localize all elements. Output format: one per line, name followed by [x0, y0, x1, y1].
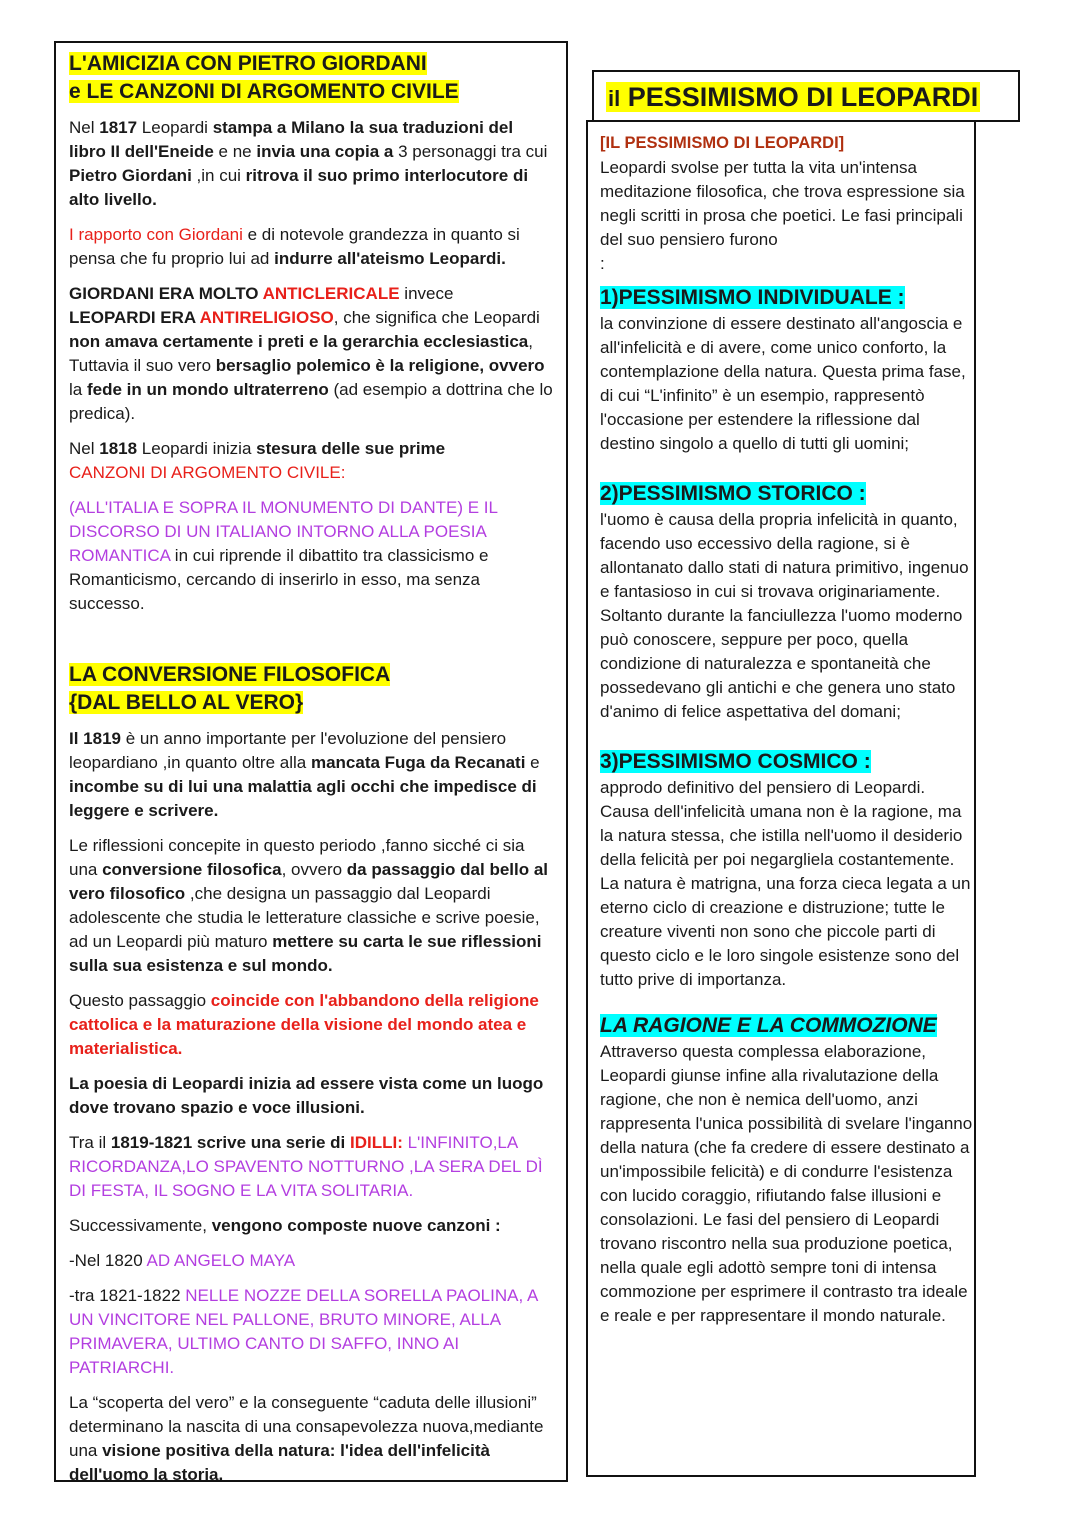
left-column: [54, 41, 568, 1482]
paragraph-riflessioni: Le riflessioni concepite in questo periodo ,fanno sicché ci sia una conversione filosofica, ovvero da passaggio dal bello al vero filosofico ,che designa un passaggio dal Leopardi adolescente che studia le letterature classiche e scrive poesie, ad un Leopardi più maturo mettere su carta le sue riflessioni sulla sua esistenza e sul mondo.: [69, 836, 549, 975]
page-title: il PESSIMISMO DI LEOPARDI: [608, 82, 979, 112]
paragraph-poesia-illusioni: La poesia di Leopardi inizia ad essere vista come un luogo dove trovano spazio e voce illusioni.: [69, 1074, 544, 1117]
text-storico: l'uomo è causa della propria infelicità in quanto, facendo uso eccessivo della ragione, si è allontanato dallo stati di natura primitivo, ingenuo e fantasioso in cui si trovava originariamente. Soltanto durante la fanciullezza l'uomo moderno può conoscere, seppure per poco, quella condizione di naturalezza e spontaneità che possedevano gli antichi e che genera uno stato d'animo di felice aspettativa del domani;: [600, 510, 969, 721]
paragraph-passaggio: Questo passaggio coincide con l'abbandono della religione cattolica e la maturazione della visione del mondo atea e materialistica.: [69, 991, 539, 1058]
subheading-pessimismo: [IL PESSIMISMO DI LEOPARDI]: [600, 134, 845, 152]
section-title-giordani: L'AMICIZIA CON PIETRO GIORDANI e LE CANZONI DI ARGOMENTO CIVILE: [69, 52, 459, 103]
paragraph-canzoni-list: (ALL'ITALIA E SOPRA IL MONUMENTO DI DANTE) E IL DISCORSO DI UN ITALIANO INTORNO ALLA POESIA ROMANTICA in cui riprende il dibattito tra classicismo e Romanticismo, cercando di inserirlo in esso, ma senza successo.: [69, 498, 498, 613]
section-title-conversione: LA CONVERSIONE FILOSOFICA {DAL BELLO AL VERO}: [69, 663, 391, 714]
text-individuale: la convinzione di essere destinato all'angoscia e all'infelicità e di avere, come unico conforto, la contemplazione della natura. Questa prima fase, di cui “L'infinito” è un esempio, rappresentò l'occasione per estendere la riflessione dal destino singolo a quello di tutti gli uomini;: [600, 314, 966, 453]
paragraph-1821-1822: -tra 1821-1822 NELLE NOZZE DELLA SORELLA PAOLINA, A UN VINCITORE NEL PALLONE, BRUTO MINORE, ALLA PRIMAVERA, ULTIMO CANTO DI SAFFO, INNO AI PATRIARCHI.: [69, 1286, 538, 1377]
right-title-box: [592, 70, 1020, 122]
paragraph-1818: Nel 1818 Leopardi inizia stesura delle sue prime CANZONI DI ARGOMENTO CIVILE:: [69, 439, 446, 482]
paragraph-scoperta-vero: La “scoperta del vero” e la conseguente “caduta delle illusioni” determinano la nascita di una consapevolezza nuova,mediante una visione positiva della natura: l'idea dell'infelicità dell'uomo la storia.: [69, 1393, 544, 1484]
paragraph-giordani-rapporto: I rapporto con Giordani e di notevole grandezza in quanto si pensa che fu proprio lui ad indurre all'ateismo Leopardi.: [69, 225, 520, 268]
text-ragione-commozione: Attraverso questa complessa elaborazione, Leopardi giunse infine alla rivalutazione della ragione, che non è nemica dell'uomo, anzi rappresenta l'unica possibilità di svelare l'inganno della natura (che fa credere di essere destinato a un'impossibile felicità) e di condurre l'esistenza con lucido coraggio, rifiutando false illusioni e consolazioni. Le fasi del pensiero di Leopardi trovano riscontro nella sua produzione poetica, nella quale egli adottò sempre toni di intensa commozione per esprimere il contrasto tra ideale e reale e per rappresentare il mondo naturale.: [600, 1042, 973, 1325]
paragraph-1819: Il 1819 è un anno importante per l'evoluzione del pensiero leopardiano ,in quanto oltre alla mancata Fuga da Recanati e incombe su di lui una malattia agli occhi che impedisce di leggere e scrivere.: [69, 729, 540, 820]
heading-ragione-commozione: LA RAGIONE E LA COMMOZIONE: [600, 1014, 937, 1037]
heading-individuale: 1)PESSIMISMO INDIVIDUALE :: [600, 286, 905, 309]
paragraph-idilli: Tra il 1819-1821 scrive una serie di IDILLI: L'INFINITO,LA RICORDANZA,LO SPAVENTO NOTTURNO ,LA SERA DEL DÌ DI FESTA, IL SOGNO E LA VITA SOLITARIA.: [69, 1133, 543, 1200]
paragraph-anticlericale: GIORDANI ERA MOLTO ANTICLERICALE invece LEOPARDI ERA ANTIRELIGIOSO, che significa che Leopardi non amava certamente i preti e la gerarchia ecclesiastica, Tuttavia il suo vero bersaglio polemico è la religione, ovvero la fede in un mondo ultraterreno (ad esempio a dottrina che lo predica).: [69, 284, 553, 423]
text-cosmico: approdo definitivo del pensiero di Leopardi. Causa dell'infelicità umana non è la ragione, ma la natura stessa, che istilla nell'uomo il desiderio della felicità per poi negargliela costantemente. La natura è matrigna, una forza cieca legata a un eterno ciclo di creazione e distruzione; tutte le creature viventi non sono che piccole parti di questo ciclo e le loro singole esistenze sono del tutto prive di importanza.: [600, 778, 971, 989]
right-column: [586, 120, 976, 1477]
intro-paragraph: Leopardi svolse per tutta la vita un'intensa meditazione filosofica, che trova espressione sia negli scritti in prosa che poetici. Le fasi principali del suo pensiero furono :: [600, 158, 965, 273]
heading-cosmico: 3)PESSIMISMO COSMICO :: [600, 750, 871, 773]
paragraph-1817: Nel 1817 Leopardi stampa a Milano la sua traduzioni del libro II dell'Eneide e ne invia una copia a 3 personaggi tra cui Pietro Giordani ,in cui ritrova il suo primo interlocutore di alto livello.: [69, 118, 548, 209]
heading-storico: 2)PESSIMISMO STORICO :: [600, 482, 866, 505]
paragraph-1820: -Nel 1820 AD ANGELO MAYA: [69, 1251, 296, 1270]
paragraph-successivamente: Successivamente, vengono composte nuove canzoni :: [69, 1216, 501, 1235]
